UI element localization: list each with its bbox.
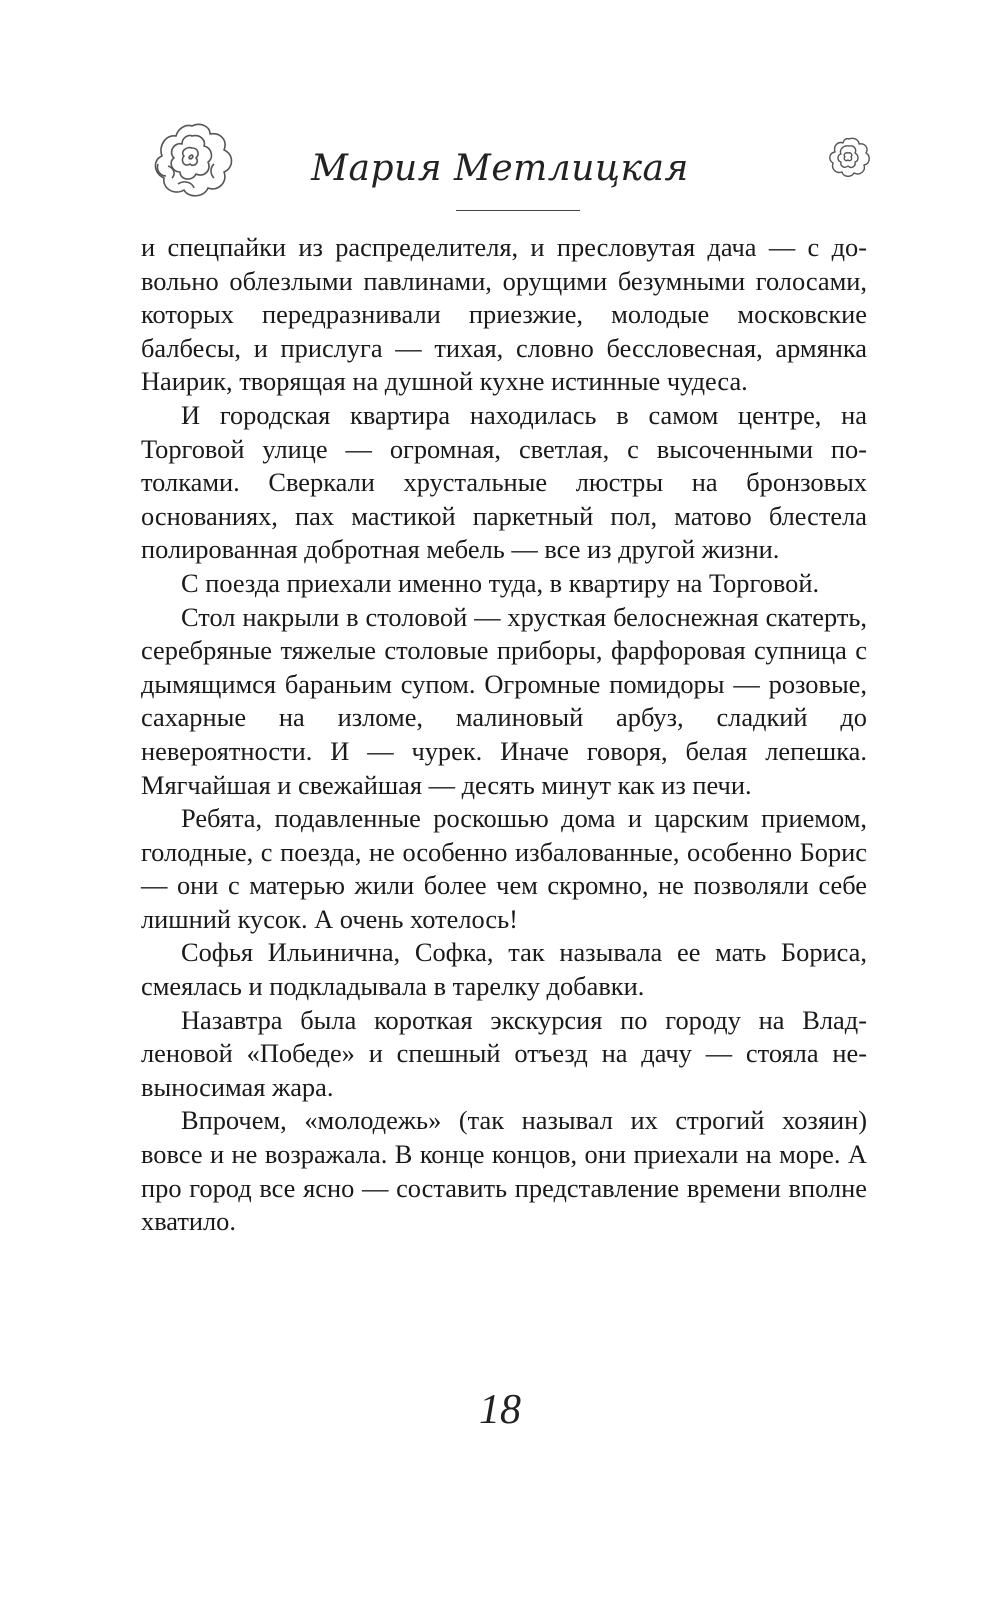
paragraph: С поезда приехали именно туда, в квартиру на Торговой. <box>181 567 820 598</box>
small-rose-icon <box>826 135 872 179</box>
running-header <box>0 110 1000 220</box>
paragraph: Назавтра была короткая экскурсия по городу на Владленовой «Победе» и спешный отъезд на дачу — стояла невыносимая жара. <box>141 1004 867 1102</box>
paragraph: И городская квартира находилась в самом центре, на Торговой улице — огромная, светлая, с высоченными потолками. Сверкали хрустальные люстры на бронзовых основаниях, пах мастикой паркетный пол, матово блестела полированная добротная мебель — все из другой жизни. <box>141 399 867 565</box>
page-number: 18 <box>479 1387 521 1433</box>
paragraph: Впрочем, «молодежь» (так называл их строгий хозяин) вовсе и не возражала. В конце концов, они приехали на море. А про город все ясно — составить представление времени вполне хватило. <box>141 1105 867 1237</box>
paragraph: и спецпайки из распределителя, и пресловутая дача — с довольно облезлыми павлинами, орущими безумными голосами, которых передразнивали приезжие, молодые московские балбесы, и прислуга — тихая, словно бессловесная, армянка Наирик, творящая на душной кухне истинные чудеса. <box>141 232 867 397</box>
author-name: Мария Метлицкая <box>311 148 689 189</box>
paragraph: Стол накрыли в столовой — хрусткая белоснежная скатерть, серебряные тяжелые столовые приборы, фарфоровая супница с дымящимся бараньим супом. Огромные помидоры — розовые, сахарные на изломе, малиновый арбуз, сладкий до невероятности. И — чурек. Иначе говоря, белая лепешка. Мягчайшая и свежайшая — десять минут как из печи. <box>141 601 867 800</box>
paragraph: Ребята, подавленные роскошью дома и царским приемом, голодные, с поезда, не особенно избалованные, особенно Борис — они с матерью жили более чем скромно, не позволяли себе лишний кусок. А очень хотелось! <box>141 803 867 934</box>
body-text <box>141 231 867 1239</box>
paragraph: Софья Ильинична, Софка, так называла ее мать Бориса, смеялась и подкладывала в тарелку добавки. <box>141 937 867 1002</box>
header-divider <box>456 210 580 211</box>
